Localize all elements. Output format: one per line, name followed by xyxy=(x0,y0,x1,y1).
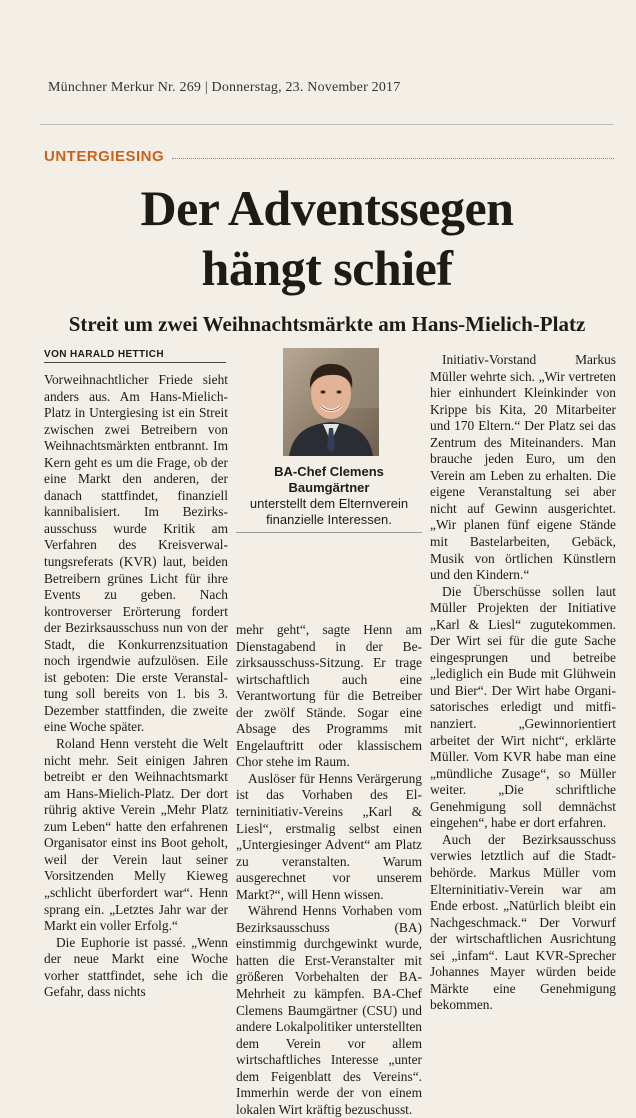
paragraph: Roland Henn versteht die Welt nicht mehr. Seit einigen Jahren betreibt er den Weihnachtsmarkt am Hans-Mielich-Platz. Der dort rührig aktive Verein „Mehr Platz zum Leben“ hatte den erfahrenen Organisator einst ins Boot geholt, weil der Verein laut seiner Vorsitzenden Melly Kieweg „schlicht überfordert war“. Henn sprang ein. „Letztes Jahr war der Markt ein voller Erfolg.“ xyxy=(44,736,228,934)
byline-rule xyxy=(44,362,226,363)
caption-name: BA-Chef Clemens Baumgärtner xyxy=(274,464,384,495)
article-column-1 xyxy=(44,372,228,1001)
paragraph: Auch der Bezirksausschuss verwies letztlich auf die Stadtbehörde. Markus Müller vom Elterninitiativ-Verein war am Ende erbost. „Natürlich bleibt ein Nachgeschmack.“ Der Vorwurf der wirtschaftlichen Ausrichtung sei „infam“. Laut KVR-Sprecher Johannes Mayer würden beide Märkte eine Genehmigung bekommen. xyxy=(430,831,616,1013)
article-column-3 xyxy=(430,352,616,1014)
caption-rule xyxy=(236,532,422,533)
article-column-2 xyxy=(236,622,422,1118)
paragraph: mehr geht“, sagte Henn am Dienstagabend in der Bezirksausschuss-Sitzung. Er trage wirtschaftlich auch eine Verantwortung für die Betreiber der zwölf Stände. Sogar eine Absage des Programms mit Engelauftritt oder klassischem Chor stehe im Raum. xyxy=(236,622,422,770)
byline: VON HARALD HETTICH xyxy=(44,349,164,360)
photo-caption xyxy=(236,464,422,528)
portrait-photo xyxy=(283,348,379,456)
subheadline: Streit um zwei Weihnachtsmärkte am Hans-Mielich-Platz xyxy=(68,312,586,336)
top-rule xyxy=(40,124,614,125)
headline-line-2: hängt schief xyxy=(201,240,453,296)
section-label: UNTERGIESING xyxy=(44,147,165,165)
paragraph: Auslöser für Henns Verärgerung ist das Vorhaben des Elterninitiativ-Vereins „Karl & Liesl“, erstmalig selbst einen „Untergiesinger Advent“ am Platz zu veranstalten. Warum ausgerechnet vor unserem Markt?“, will Henn wissen. xyxy=(236,770,422,902)
paragraph: Die Überschüsse sollen laut Müller Projekten der Initiative „Karl & Liesl“ zugutekommen. Der Wirt sei für die gute Sache eingesprungen und betreibe „lediglich ein Bude mit Glühwein und Bier“. Der Wirt habe Organisatorisches erledigt und mitfinanziert. „Gewinnorientiert arbeitet der Wirt nicht“, erklärte Müller. Vom KVR habe man eine „mündliche Zusage“, so Müller weiter. „Die schriftliche Genehmigung soll demnächst eingehen“, habe er dort erfahren. xyxy=(430,583,616,831)
paragraph: Vorweihnachtlicher Friede sieht anders aus. Am Hans-Mielich-Platz in Untergiesing ist ein Streit zwischen zwei Betreibern von Weihnachtsmärkten entbrannt. Im Kern geht es um die Frage, ob der eine Markt den anderen, der danach stattfindet, finanziell kannibalisiert. Im Bezirksausschuss wurde Kritik am Verfahren des Kreisverwaltungsreferats (KVR) laut, beiden Betreibern grünes Licht für ihre Events zu geben. Nach kontroverser Erörterung fordert der Bezirksausschuss nun von der Stadt, die Konkurrenzsituation noch irgendwie aufzulösen. Eile ist geboten: Die erste Veranstaltung soll bereits von 1. bis 3. Dezember stattfinden, die zweite eine Woche später. xyxy=(44,372,228,735)
caption-text: unterstellt dem Elternverein finanzielle Interessen. xyxy=(249,496,409,527)
section-divider xyxy=(172,158,614,159)
masthead: Münchner Merkur Nr. 269 | Donnerstag, 23. November 2017 xyxy=(48,80,401,95)
section-row xyxy=(44,146,614,166)
headline-line-1: Der Adventssegen xyxy=(140,180,514,236)
paragraph: Die Euphorie ist passé. „Wenn der neue Markt eine Woche vorher stattfindet, sehe ich die Gefahr, dass nichts xyxy=(44,934,228,1000)
paragraph: Während Henns Vorhaben vom Bezirksausschuss (BA) einstimmig durchgewinkt wurde, hatten die Erst-Veranstalter mit größeren Vorbehalten der BA-Mehrheit zu kämpfen. BA-Chef Clemens Baumgärtner (CSU) und andere Lokalpolitiker unterstellten dem Verein vor allem wirtschaftliches Interesse „unter dem Feigenblatt des Vereins“. Immerhin werde der von einem lokalen Wirt kräftig bezuschusst. xyxy=(236,903,422,1117)
portrait-illustration xyxy=(283,348,379,456)
paragraph: Initiativ-Vorstand Markus Müller wehrte sich. „Wir vertreten hier einhundert Kleinkinder von Krippe bis Kita, 20 Mitarbeiter und 170 Eltern.“ Der Platz sei das Zentrum des Miteinanders. Man brauche jeden Euro, um den Verein am Leben zu erhalten. Die eigene Veranstaltung sei aber nicht auf Gewinn ausgerichtet. „Wir planen fünf eigene Stände mit Bastelarbeiten, Gebäck, Musik von örtlichen Künstlern und den Kindern.“ xyxy=(430,352,616,583)
headline xyxy=(40,178,614,298)
